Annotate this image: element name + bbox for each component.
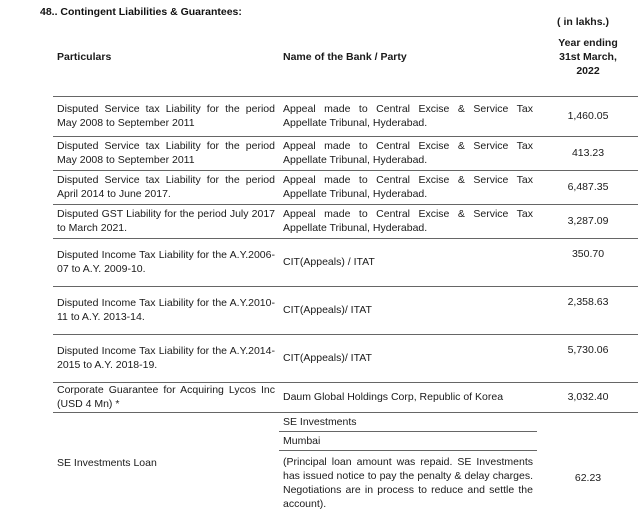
table-row <box>53 286 638 334</box>
row-amount: 350.70 <box>537 238 638 286</box>
table-row <box>53 96 638 136</box>
row-party: CIT(Appeals)/ ITAT <box>279 334 537 382</box>
row-party: Appeal made to Central Excise & Service Tax Appellate Tribunal, Hyderabad. <box>279 204 537 238</box>
row-amount: 3,287.09 <box>537 204 638 238</box>
unit-label: ( in lakhs.) <box>557 16 609 28</box>
header-year <box>537 32 638 82</box>
row-particulars: Disputed Income Tax Liability for the A.Y.2014-2015 to A.Y. 2018-19. <box>53 334 279 382</box>
table-row <box>53 382 638 412</box>
row-amount: 5,730.06 <box>537 334 638 382</box>
se-row-party <box>279 412 537 513</box>
se-party-line1: SE Investments <box>279 413 537 432</box>
row-amount: 2,358.63 <box>537 286 638 334</box>
row-particulars: Corporate Guarantee for Acquiring Lycos Inc (USD 4 Mn) * <box>53 382 279 412</box>
row-particulars: Disputed Service tax Liability for the period May 2008 to September 2011 <box>53 136 279 170</box>
row-particulars: Disputed Service tax Liability for the period April 2014 to June 2017. <box>53 170 279 204</box>
contingent-liabilities-table <box>53 12 638 513</box>
row-particulars: Disputed Income Tax Liability for the A.Y.2010-11 to A.Y. 2013-14. <box>53 286 279 334</box>
row-particulars: Disputed Income Tax Liability for the A.Y.2006-07 to A.Y. 2009-10. <box>53 238 279 286</box>
table-row <box>53 204 638 238</box>
row-amount: 413.23 <box>537 136 638 170</box>
row-party: Appeal made to Central Excise & Service Tax Appellate Tribunal, Hyderabad. <box>279 136 537 170</box>
header-particulars: Particulars <box>57 51 112 63</box>
se-row-particulars: SE Investments Loan <box>53 412 279 513</box>
row-amount: 3,032.40 <box>537 382 638 412</box>
row-particulars: Disputed Service tax Liability for the period May 2008 to September 2011 <box>53 96 279 136</box>
header-year-line1: Year ending <box>558 37 618 49</box>
se-party-line2: Mumbai <box>279 432 537 451</box>
table-row <box>53 334 638 382</box>
se-party-note: (Principal loan amount was repaid. SE Investments has issued notice to pay the penalty & delay charges. Negotiations are in process to reduce and settle the account). <box>283 455 533 510</box>
row-amount: 1,460.05 <box>537 96 638 136</box>
table-row <box>53 412 638 513</box>
row-amount: 6,487.35 <box>537 170 638 204</box>
row-party: Appeal made to Central Excise & Service Tax Appellate Tribunal, Hyderabad. <box>279 96 537 136</box>
header-year-line3: 2022 <box>576 65 600 77</box>
table-row <box>53 238 638 286</box>
table-row <box>53 136 638 170</box>
row-party: CIT(Appeals)/ ITAT <box>279 286 537 334</box>
row-party: Appeal made to Central Excise & Service Tax Appellate Tribunal, Hyderabad. <box>279 170 537 204</box>
table-row <box>53 170 638 204</box>
header-year-line2: 31st March, <box>559 51 617 63</box>
row-party: CIT(Appeals) / ITAT <box>279 238 537 286</box>
se-row-amount: 62.23 <box>537 412 638 513</box>
header-bank-party: Name of the Bank / Party <box>283 51 407 63</box>
row-particulars: Disputed GST Liability for the period July 2017 to March 2021. <box>53 204 279 238</box>
row-party: Daum Global Holdings Corp, Republic of Korea <box>279 382 537 412</box>
section-title: 48.. Contingent Liabilities & Guarantees: <box>40 6 242 18</box>
